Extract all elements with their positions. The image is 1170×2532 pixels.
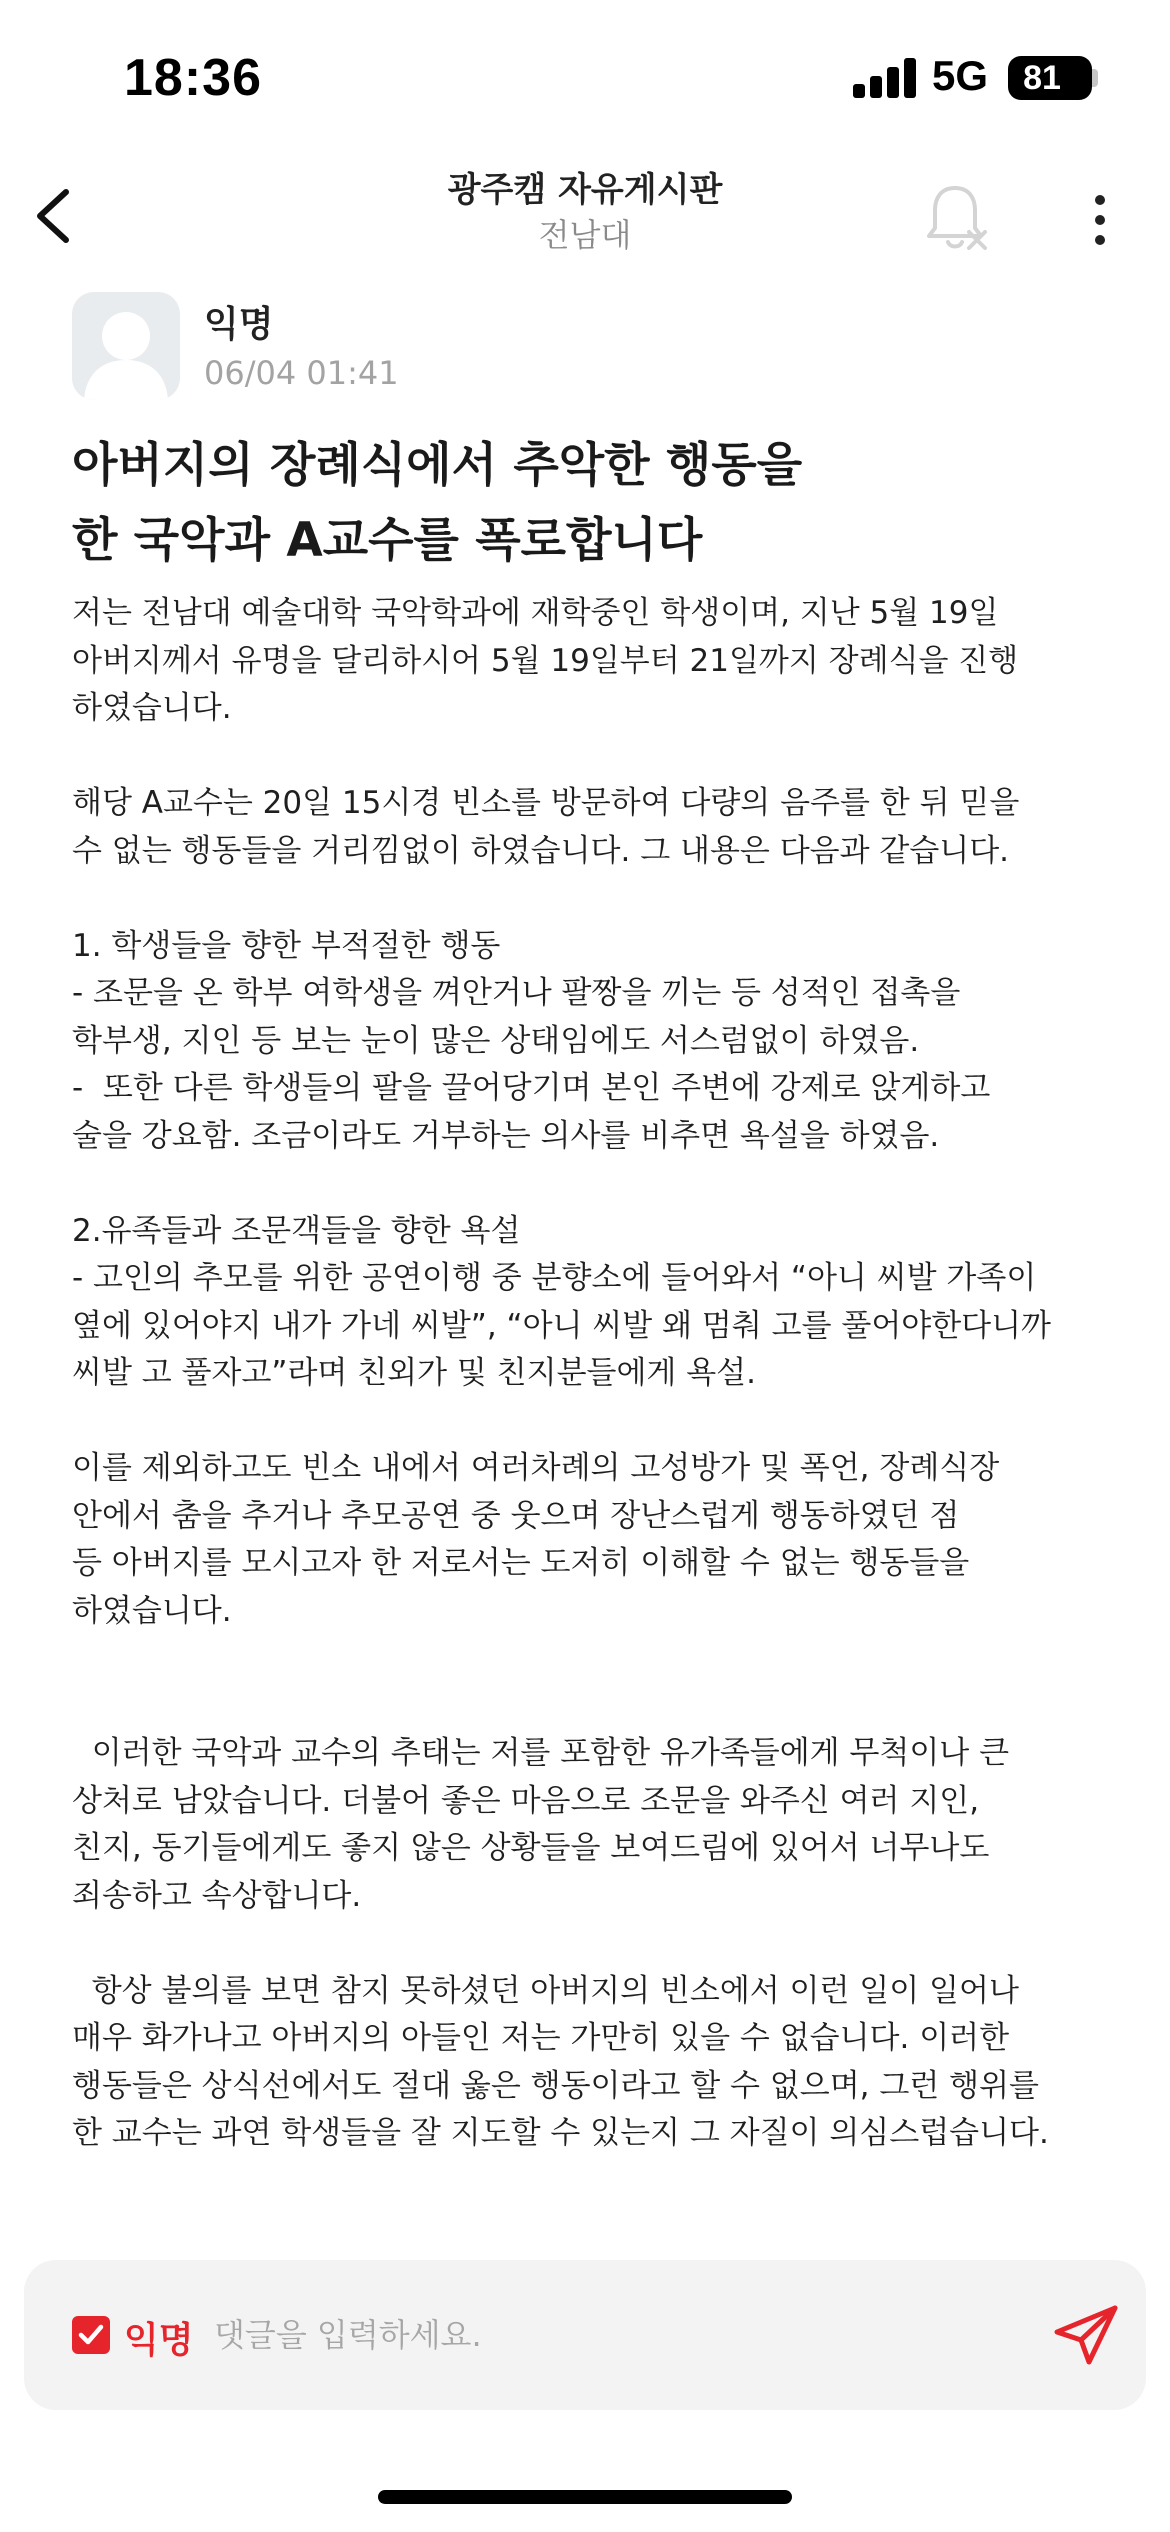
battery-level: 81: [1023, 59, 1061, 97]
body-paragraph: 이러한 국악과 교수의 추태는 저를 포함한 유가족들에게 무척이나 큰 상처로 남았습니다. 더불어 좋은 마음으로 조문을 와주신 여러 지인, 친지, 동기들에게도 좋지 않은 상황들을 보여드림에 있어서 너무나도 죄송하고 속상합니다.: [72, 1735, 1010, 1914]
comment-input[interactable]: [214, 2305, 1034, 2365]
body-paragraph: 해당 A교수는 20일 15시경 빈소를 방문하여 다량의 음주를 한 뒤 믿을 수 없는 행동들을 거리낌없이 하였습니다. 그 내용은 다음과 같습니다.: [72, 785, 1020, 869]
default-avatar-icon: [72, 292, 180, 400]
more-options-button[interactable]: [1075, 170, 1125, 260]
home-indicator: [378, 2490, 792, 2504]
body-paragraph: 이를 제외하고도 빈소 내에서 여러차례의 고성방가 및 폭언, 장례식장 안에서 춤을 추거나 추모공연 중 웃으며 장난스럽게 행동하였던 점 등 아버지를 모시고자 한 저로서는 도저히 이해할 수 없는 행동들을 하였습니다.: [72, 1450, 1000, 1629]
comment-box: [24, 2260, 1146, 2410]
battery-cap: [1092, 69, 1098, 87]
school-name: 전남대: [538, 216, 632, 254]
network-type: 5G: [932, 52, 989, 99]
status-bar: [0, 0, 1170, 150]
body-paragraph: 저는 전남대 예술대학 국악학과에 재학중인 학생이며, 지난 5월 19일 아버지께서 유명을 달리하시어 5월 19일부터 21일까지 장례식을 진행 하였습니다.: [72, 595, 1019, 726]
send-button[interactable]: [1049, 2300, 1125, 2370]
board-title: 광주캠 자유게시판: [447, 170, 723, 210]
checkmark-icon: [72, 2316, 110, 2354]
post-body: [72, 590, 1112, 2230]
post-title: [72, 428, 1092, 578]
body-paragraph: 2.유족들과 조문객들을 향한 욕설 - 고인의 추모를 위한 공연이행 중 분향소에 들어와서 “아니 씨발 가족이 옆에 있어야지 내가 가네 씨발”, “아니 씨발 왜 멈춰 고를 풀어야한다니까 씨발 고 풀자고”라며 친외가 및 친지분들에게 욕설.: [72, 1212, 1051, 1391]
notification-toggle-button[interactable]: [915, 170, 995, 260]
anonymous-label[interactable]: 익명: [124, 2320, 194, 2361]
post-title-line: 한 국악과 A교수를 폭로합니다: [72, 513, 703, 568]
cellular-signal-icon: [853, 58, 917, 98]
body-paragraph: 1. 학생들을 향한 부적절한 행동 - 조문을 온 학부 여학생을 껴안거나 팔짱을 끼는 등 성적인 접촉을 학부생, 지인 등 보는 눈이 많은 상태임에도 서스럼없이 하였음. - 또한 다른 학생들의 팔을 끌어당기며 본인 주변에 강제로 앉게하고 술을 강요함. 조금이라도 거부하는 의사를 비추면 욕설을 하였음.: [72, 927, 991, 1154]
battery-icon: [1008, 56, 1092, 100]
anonymous-checkbox[interactable]: [72, 2316, 110, 2354]
status-time: 18:36: [124, 49, 262, 107]
post-author-row: [72, 292, 1102, 404]
send-icon: [1049, 2300, 1125, 2370]
post-title-line: 아버지의 장례식에서 추악한 행동을: [72, 438, 803, 493]
bell-off-icon: [915, 170, 995, 260]
author-name: 익명: [204, 304, 274, 345]
avatar: [72, 292, 180, 400]
body-paragraph: 항상 불의를 보면 참지 못하셨던 아버지의 빈소에서 이런 일이 일어나 매우 화가나고 아버지의 아들인 저는 가만히 있을 수 없습니다. 이러한 행동들은 상식선에서도 절대 옳은 행동이라고 할 수 없으며, 그런 행위를 한 교수는 과연 학생들을 잘 지도할 수 있는지 그 자질이 의심스럽습니다.: [72, 1972, 1049, 2151]
comment-area: [0, 2250, 1170, 2532]
nav-header: [0, 150, 1170, 280]
more-vertical-icon: [1075, 170, 1125, 260]
post-date: 06/04 01:41: [204, 354, 399, 392]
